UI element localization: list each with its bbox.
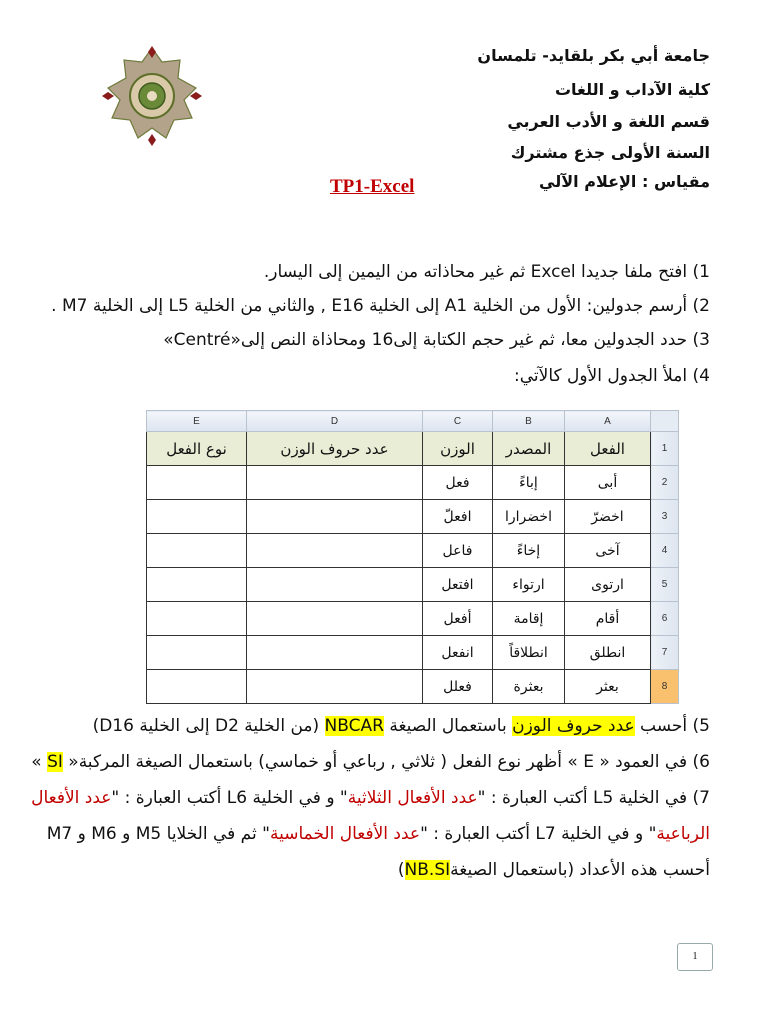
- cell: فاعل: [423, 534, 493, 568]
- column-header-c: C: [423, 411, 493, 432]
- cell: أقام: [565, 602, 651, 636]
- header-cell-verbal-noun: المصدر: [493, 432, 565, 466]
- column-header-e: E: [147, 411, 247, 432]
- highlight-si: SI: [47, 752, 63, 772]
- instruction-6-prefix: 6) في العمود « E » أظهر نوع الفعل ( ثلاثي , رباعي أو خماسي) باستعمال الصيغة المركبة«: [62, 752, 710, 772]
- cell: [247, 568, 423, 602]
- row-number: 5: [651, 568, 679, 602]
- instruction-6: [31, 752, 710, 772]
- instruction-7-line-1: [31, 788, 710, 808]
- column-header-b: B: [493, 411, 565, 432]
- instruction-5-suffix: (من الخلية D2 إلى الخلية D16): [92, 716, 325, 736]
- row-number: 4: [651, 534, 679, 568]
- red-term-count: عدد الأفعال: [31, 788, 112, 808]
- cell: ارتواء: [493, 568, 565, 602]
- instruction-7-text: " و في الخلية L7 أكتب العبارة : ": [420, 824, 657, 844]
- instruction-7-text: ): [397, 860, 405, 880]
- cell: ارتوى: [565, 568, 651, 602]
- header-cell-letter-count: عدد حروف الوزن: [247, 432, 423, 466]
- department-name: قسم اللغة و الأدب العربي: [507, 112, 710, 131]
- table-row: [147, 636, 679, 670]
- instruction-4: 4) املأ الجدول الأول كالآتي:: [514, 366, 710, 386]
- table-row: [147, 670, 679, 704]
- red-term-trilateral: عدد الأفعال الثلاثية: [347, 788, 478, 808]
- cell: اخضرّ: [565, 500, 651, 534]
- cell: أبى: [565, 466, 651, 500]
- row-number: 3: [651, 500, 679, 534]
- cell: إقامة: [493, 602, 565, 636]
- header-cell-type: نوع الفعل: [147, 432, 247, 466]
- instruction-5: [93, 716, 710, 736]
- cell: بعثر: [565, 670, 651, 704]
- row-number: 2: [651, 466, 679, 500]
- instruction-3: 3) حدد الجدولين معا، ثم غير حجم الكتابة إلى16 ومحاذاة النص إلى«Centré»: [163, 330, 710, 350]
- column-header-d: D: [247, 411, 423, 432]
- cell: افتعل: [423, 568, 493, 602]
- cell: [147, 636, 247, 670]
- cell: [147, 670, 247, 704]
- cell: إخاءً: [493, 534, 565, 568]
- instruction-7-text: " و في الخلية L6 أكتب العبارة : ": [111, 788, 348, 808]
- page-title: TP1-Excel: [330, 176, 415, 197]
- red-term-quadrilateral: الرباعية: [656, 824, 710, 844]
- red-term-quinquilateral: عدد الأفعال الخماسية: [269, 824, 421, 844]
- instruction-7-line-3: [398, 860, 710, 880]
- row-number: 1: [651, 432, 679, 466]
- instruction-6-suffix: »: [31, 752, 48, 772]
- cell: [247, 602, 423, 636]
- highlight-nbsi: NB.SI: [404, 860, 451, 880]
- year-level: السنة الأولى جذع مشترك: [510, 143, 710, 162]
- cell: آخى: [565, 534, 651, 568]
- highlight-nbcar: NBCAR: [324, 716, 384, 736]
- university-logo: [100, 44, 204, 148]
- cell: [147, 602, 247, 636]
- cell: انطلق: [565, 636, 651, 670]
- table-row: [147, 602, 679, 636]
- instruction-7-text: أحسب هذه الأعداد (باستعمال الصيغة: [450, 860, 710, 880]
- row-number-selected: 8: [651, 670, 679, 704]
- instruction-1: 1) افتح ملفا جديدا Excel ثم غير محاذاته من اليمين إلى اليسار.: [263, 262, 710, 282]
- cell: [147, 466, 247, 500]
- course-name: مقياس : الإعلام الآلي: [539, 172, 710, 191]
- header-cell-pattern: الوزن: [423, 432, 493, 466]
- table-row: [147, 466, 679, 500]
- instruction-7-line-2: [47, 824, 710, 844]
- university-name: جامعة أبي بكر بلقايد- تلمسان: [477, 46, 710, 65]
- cell: [147, 500, 247, 534]
- table-row: [147, 568, 679, 602]
- corner-cell: [651, 411, 679, 432]
- cell: بعثرة: [493, 670, 565, 704]
- instruction-7-text: 7) في الخلية L5 أكتب العبارة : ": [477, 788, 710, 808]
- highlight-letter-count: عدد حروف الوزن: [512, 716, 635, 736]
- instruction-2: 2) أرسم جدولين: الأول من الخلية A1 إلى الخلية E16 , والثاني من الخلية L5 إلى الخلية M7 .: [51, 296, 710, 316]
- cell: [247, 534, 423, 568]
- faculty-name: كلية الآداب و اللغات: [554, 80, 710, 99]
- cell: انفعل: [423, 636, 493, 670]
- page-number: 1: [677, 943, 713, 971]
- cell: [247, 636, 423, 670]
- instruction-5-prefix: 5) أحسب: [634, 716, 710, 736]
- cell: [247, 500, 423, 534]
- column-header-a: A: [565, 411, 651, 432]
- row-number: 7: [651, 636, 679, 670]
- header-cell-verb: الفعل: [565, 432, 651, 466]
- cell: [147, 568, 247, 602]
- cell: فعلل: [423, 670, 493, 704]
- table-row: [147, 500, 679, 534]
- cell: [147, 534, 247, 568]
- cell: افعلّ: [423, 500, 493, 534]
- cell: انطلاقاً: [493, 636, 565, 670]
- instruction-5-mid: باستعمال الصيغة: [383, 716, 513, 736]
- table-row: [147, 534, 679, 568]
- cell: إباءً: [493, 466, 565, 500]
- cell: فعل: [423, 466, 493, 500]
- instruction-7-text: " ثم في الخلايا M5 و M6 و M7: [46, 824, 270, 844]
- cell: [247, 466, 423, 500]
- cell: اخضرارا: [493, 500, 565, 534]
- cell: [247, 670, 423, 704]
- excel-table-screenshot: [146, 410, 678, 700]
- row-number: 6: [651, 602, 679, 636]
- cell: أفعل: [423, 602, 493, 636]
